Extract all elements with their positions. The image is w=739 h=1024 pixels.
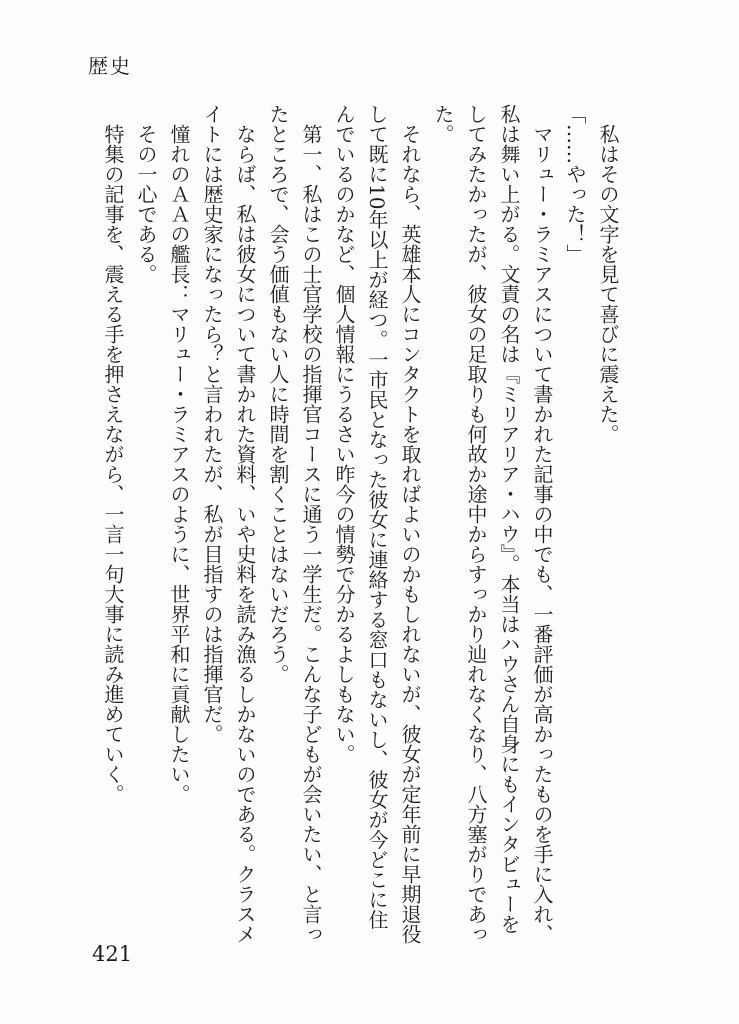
paragraph: その一心である。 xyxy=(134,124,158,284)
paragraph: 特集の記事を、震える手を押さえながら、一言一句大事に読み進めていく。 xyxy=(101,124,125,804)
paragraph: 「……やった！」 xyxy=(563,104,587,264)
running-head: 歴史 xyxy=(88,54,132,78)
paragraph: マリュー・ラミアスについて書かれた記事の中でも、一番評価が高かったものを手に入れ、私は舞い上がる。文責の名は『ミリアリア・ハウ』。本当はハウさん自身にもインタビューをしてみたかったが、彼女の足取りも何故か途中からすっかり辿れなくなり、八方塞がりであった。 xyxy=(431,104,554,944)
paragraph: 第一、私はこの士官学校の指揮官コースに通う一学生だ。こんな子どもが会いたい、と言ったところで、会う価値もない人に時間を割くことはないだろう。 xyxy=(266,104,323,944)
page-number: 421 xyxy=(92,942,133,966)
paragraph: ならば、私は彼女について書かれた資料、いや史料を読み漁るしかないのである。クラスメイトには歴史家になったら？と言われたが、私が目指すのは指揮官だ。 xyxy=(200,104,257,944)
body-text xyxy=(96,104,624,944)
paragraph: 憧れのＡＡの艦長：マリュー・ラミアスのように、世界平和に貢献したい。 xyxy=(167,124,191,804)
paragraph: それなら、英雄本人にコンタクトを取ればよいのかもしれないが、彼女が定年前に早期退役して既に10年以上が経つ。一市民となった彼女に連絡する窓口もないし、彼女が今どこに住んでいるのかなど、個人情報にうるさい昨今の情勢で分かるよしもない。 xyxy=(332,104,422,944)
paragraph: 私はその文字を見て喜びに震えた。 xyxy=(596,124,620,444)
